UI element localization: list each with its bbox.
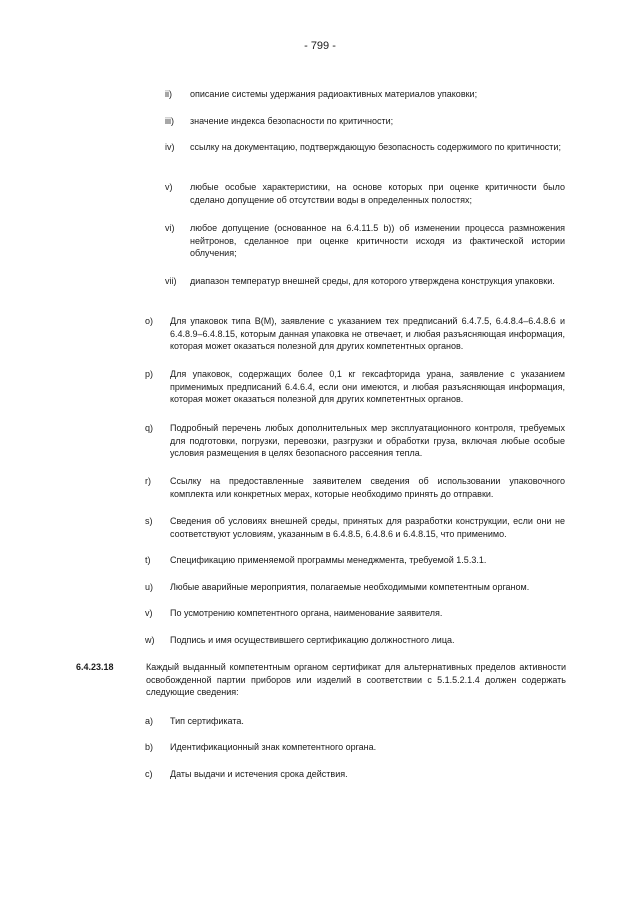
list-item-text: Идентификационный знак компетентного органа.	[170, 742, 377, 752]
list-item-label: o)	[145, 316, 154, 326]
list-item-text: Ссылку на предоставленные заявителем сведения об использовании упаковочного комплекта или конкретных мерах, которые необходимо принять до отправки.	[170, 476, 565, 499]
list-item-text: Спецификацию применяемой программы менеджмента, требуемой 1.5.3.1.	[170, 555, 487, 565]
list-item-label: u)	[145, 582, 154, 592]
list-item-label: v)	[165, 182, 173, 192]
list-item-text: Для упаковок типа B(M), заявление с указанием тех предписаний 6.4.7.5, 6.4.8.4–6.4.8.6 и 6.4.8.9–6.4.8.15, которым данная упаковка не отвечает, и любая разъясняющая информация, которая может оказаться полезной для других компетентных органов.	[170, 316, 565, 352]
list-item-label: t)	[145, 555, 151, 565]
list-item-text: Любые аварийные мероприятия, полагаемые необходимыми компетентным органом.	[170, 582, 530, 592]
list-item-label: b)	[145, 742, 154, 752]
list-item-text: Сведения об условиях внешней среды, принятых для разработки конструкции, если они не соответствуют условиям, указанным в 6.4.8.5, 6.4.8.6 и 6.4.8.15, что применимо.	[170, 516, 565, 539]
list-item-label: ii)	[165, 89, 172, 99]
list-item-label: s)	[145, 516, 153, 526]
list-item-text: значение индекса безопасности по критичности;	[190, 116, 394, 126]
page-number: - 799 -	[304, 40, 336, 52]
list-item-label: c)	[145, 769, 153, 779]
list-item-label: v)	[145, 608, 153, 618]
list-item-text: Для упаковок, содержащих более 0,1 кг гексафторида урана, заявление с указанием применимых предписаний 6.4.6.4, если они имеются, и любая разъясняющая информация, которая может оказаться полезной для других компетентных органов.	[170, 369, 565, 405]
list-item-label: p)	[145, 369, 154, 379]
list-item-text: диапазон температур внешней среды, для которого утверждена конструкция упаковки.	[190, 276, 555, 286]
list-item-text: любые особые характеристики, на основе которых при оценке критичности было сделано допущение об отсутствии воды в определенных полостях;	[190, 182, 565, 205]
list-item-label: q)	[145, 423, 154, 433]
list-item-text: Тип сертификата.	[170, 716, 244, 726]
list-item-label: a)	[145, 716, 154, 726]
list-item-text: Даты выдачи и истечения срока действия.	[170, 769, 348, 779]
list-item-label: r)	[145, 476, 151, 486]
list-item-text: ссылку на документацию, подтверждающую безопасность содержимого по критичности;	[190, 142, 561, 152]
list-item-text: описание системы удержания радиоактивных материалов упаковки;	[190, 89, 478, 99]
list-item-text: любое допущение (основанное на 6.4.11.5 b)) об изменении процесса размножения нейтронов, сделанное при оценке критичности исходя из фактической истории облучения;	[190, 223, 565, 259]
list-item-label: iv)	[165, 142, 175, 152]
list-item-text: Подпись и имя осуществившего сертификацию должностного лица.	[170, 635, 455, 645]
list-item-text: Подробный перечень любых дополнительных мер эксплуатационного контроля, требуемых для подготовки, погрузки, перевозки, разгрузки и обработки груза, включая любые особые условия размещения в целях безопасного рассеяния тепла.	[170, 423, 565, 459]
section-number: 6.4.23.18	[76, 662, 114, 672]
list-item-label: iii)	[165, 116, 174, 126]
list-item-text: По усмотрению компетентного органа, наименование заявителя.	[170, 608, 443, 618]
section-text: Каждый выданный компетентным органом сертификат для альтернативных пределов активности освобожденной партии приборов или изделий в соответствии с 5.1.5.2.1.4 должен содержать следующие сведения:	[146, 662, 566, 698]
list-item-label: vii)	[165, 276, 177, 286]
list-item-label: w)	[145, 635, 155, 645]
list-item-label: vi)	[165, 223, 175, 233]
